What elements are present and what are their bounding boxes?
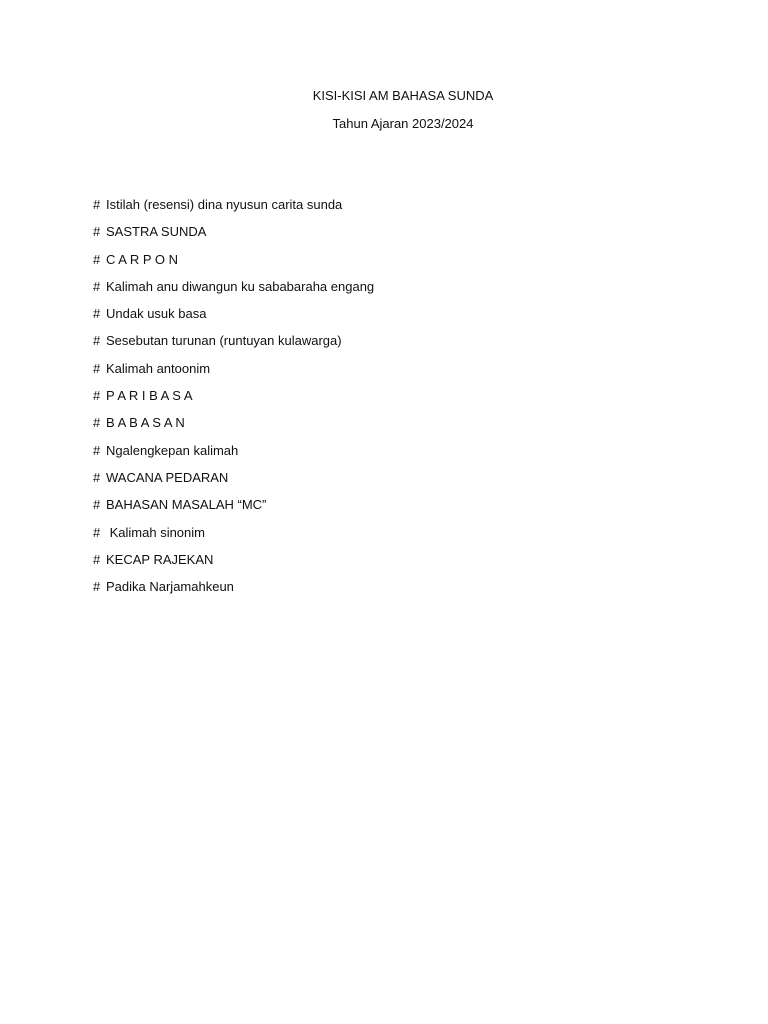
document-header — [0, 86, 768, 134]
bullet-hash: # — [93, 224, 101, 240]
list-item-text: Kalimah antoonim — [106, 360, 211, 376]
bullet-hash: # — [93, 497, 101, 513]
list-item — [93, 359, 374, 386]
list-item-text: WACANA PEDARAN — [106, 469, 229, 485]
bullet-hash: # — [93, 360, 101, 376]
list-item — [93, 250, 374, 277]
bullet-hash: # — [93, 278, 101, 294]
list-item — [93, 277, 374, 304]
list-item — [93, 577, 374, 604]
list-item — [93, 331, 374, 358]
list-item — [93, 495, 374, 522]
list-item — [93, 523, 374, 550]
list-item-text: C A R P O N — [106, 251, 179, 267]
list-item — [93, 304, 374, 331]
bullet-hash: # — [93, 197, 101, 212]
bullet-hash: # — [93, 442, 101, 458]
topic-list — [93, 195, 374, 604]
bullet-hash: # — [93, 333, 101, 349]
bullet-hash: # — [93, 524, 101, 540]
list-item-text: SASTRA SUNDA — [106, 224, 207, 240]
list-item-text: B A B A S A N — [106, 415, 185, 431]
list-item-text: Ngalengkepan kalimah — [106, 442, 239, 458]
bullet-hash: # — [93, 306, 101, 322]
list-item-text: BAHASAN MASALAH “MC” — [106, 497, 267, 513]
document-title: KISI-KISI AM BAHASA SUNDA — [312, 88, 494, 103]
list-item — [93, 468, 374, 495]
list-item-text: Kalimah sinonim — [106, 524, 205, 540]
list-item-text: Padika Narjamahkeun — [106, 579, 234, 595]
list-item-text: Istilah (resensi) dina nyusun carita sunda — [106, 197, 343, 212]
document-subtitle: Tahun Ajaran 2023/2024 — [332, 116, 474, 131]
list-item-text: Sesebutan turunan (runtuyan kulawarga) — [106, 333, 342, 349]
bullet-hash: # — [93, 415, 101, 431]
bullet-hash: # — [93, 551, 101, 567]
list-item-text: KECAP RAJEKAN — [106, 551, 214, 567]
list-item-text: P A R I B A S A — [106, 388, 193, 404]
list-item — [93, 441, 374, 468]
list-item — [93, 195, 374, 222]
bullet-hash: # — [93, 469, 101, 485]
bullet-hash: # — [93, 388, 101, 404]
list-item — [93, 222, 374, 249]
bullet-hash: # — [93, 579, 101, 595]
list-item — [93, 386, 374, 413]
list-item — [93, 413, 374, 440]
bullet-hash: # — [93, 251, 101, 267]
list-item — [93, 550, 374, 577]
list-item-text: Kalimah anu diwangun ku sababaraha engang — [106, 278, 375, 294]
list-item-text: Undak usuk basa — [106, 306, 207, 322]
